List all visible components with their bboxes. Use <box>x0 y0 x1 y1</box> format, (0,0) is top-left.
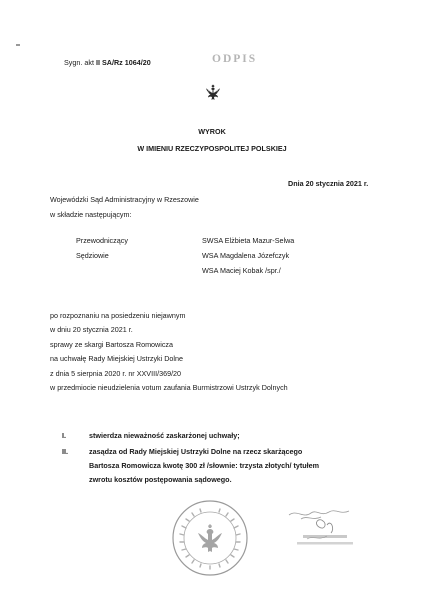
document-subtitle: W IMIENIU RZECZYPOSPOLITEJ POLSKIEJ <box>137 144 287 153</box>
body-line: sprawy ze skargi Bartosza Romowicza <box>50 340 174 349</box>
handwritten-signature-icon <box>283 505 363 553</box>
judge-name-1: WSA Magdalena Józefczyk <box>202 251 290 260</box>
ruling-number: I. <box>62 431 66 440</box>
court-seal-stamp-icon <box>170 498 250 578</box>
case-reference-number: II SA/Rz 1064/20 <box>95 58 151 67</box>
court-name: Wojewódzki Sąd Administracyjny w Rzeszowie <box>50 195 199 204</box>
body-line: w przedmiocie nieudzielenia votum zaufania Burmistrzowi Ustrzyk Dolnych <box>50 383 288 392</box>
ruling-text: zasądza od Rady Miejskiej Ustrzyki Dolne na rzecz skarżącego <box>89 447 303 456</box>
polish-eagle-emblem-icon <box>205 84 221 102</box>
court-composition-label: w składzie następującym: <box>50 210 132 219</box>
body-line: na uchwałę Rady Miejskiej Ustrzyki Dolne <box>50 354 184 363</box>
case-reference <box>64 58 151 67</box>
chair-name: SWSA Elżbieta Mazur-Selwa <box>202 236 295 245</box>
ruling-text: Bartosza Romowicza kwotę 300 zł /słownie: trzysta złotych/ tytułem <box>89 461 320 470</box>
document-title: WYROK <box>198 127 226 136</box>
ruling-number: II. <box>62 447 68 456</box>
body-line: z dnia 5 sierpnia 2020 r. nr XXVIII/369/20 <box>50 369 182 378</box>
body-line: po rozpoznaniu na posiedzeniu niejawnym <box>50 311 186 320</box>
copy-stamp: ODPIS <box>212 53 258 65</box>
ruling-text: stwierdza nieważność zaskarżonej uchwały; <box>89 431 240 440</box>
judgment-date: Dnia 20 stycznia 2021 r. <box>288 179 369 188</box>
body-line: w dniu 20 stycznia 2021 r. <box>50 325 133 334</box>
ruling-text: zwrotu kosztów postępowania sądowego. <box>89 475 232 484</box>
case-reference-prefix: Sygn. akt <box>64 58 96 67</box>
judges-role: Sędziowie <box>76 251 109 260</box>
judge-name-2: WSA Maciej Kobak /spr./ <box>202 266 281 275</box>
margin-mark <box>16 44 20 46</box>
chair-role: Przewodniczący <box>76 236 128 245</box>
